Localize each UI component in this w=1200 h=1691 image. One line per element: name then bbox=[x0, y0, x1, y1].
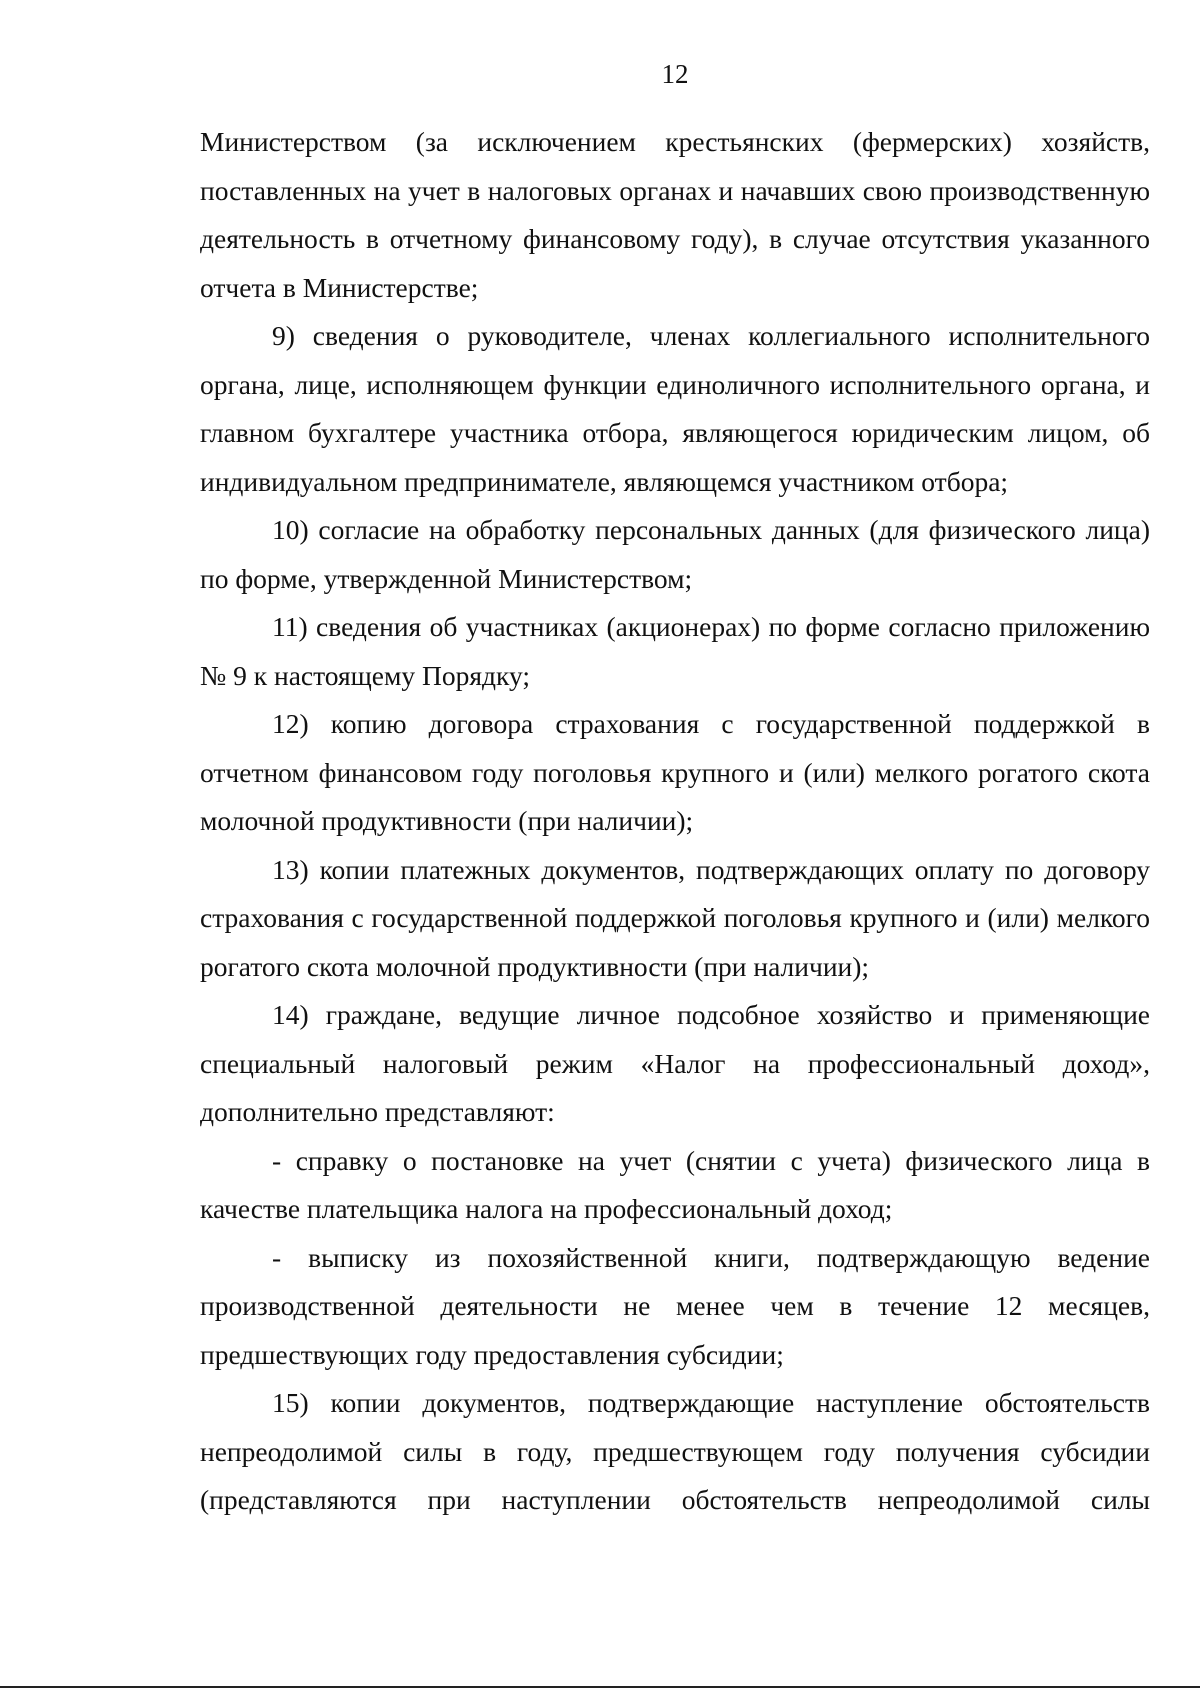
paragraph-item-12: 12) копию договора страхования с государственной поддержкой в отчетном финансовом году поголовья крупного и (или) мелкого рогатого скота молочной продуктивности (при наличии); bbox=[200, 708, 1150, 836]
paragraph-bullet-extract: - выписку из похозяйственной книги, подтверждающую ведение производственной деятельности не менее чем в течение 12 месяцев, предшествующих году предоставления субсидии; bbox=[200, 1241, 1150, 1370]
document-body bbox=[200, 118, 1150, 1525]
paragraph-item-10: 10) согласие на обработку персональных данных (для физического лица) по форме, утвержденной Министерством; bbox=[200, 514, 1150, 594]
paragraph-item-11: 11) сведения об участниках (акционерах) по форме согласно приложению № 9 к настоящему Порядку; bbox=[200, 611, 1150, 691]
paragraph-bullet-certificate: - справку о постановке на учет (снятии с учета) физического лица в качестве плательщика налога на профессиональный доход; bbox=[200, 1144, 1150, 1224]
page-number: 12 bbox=[661, 59, 689, 89]
paragraph-item-14: 14) граждане, ведущие личное подсобное хозяйство и применяющие специальный налоговый режим «Налог на профессиональный доход», дополнительно представляют: bbox=[200, 999, 1150, 1127]
bottom-rule bbox=[0, 1686, 1200, 1688]
paragraph-item-13: 13) копии платежных документов, подтверждающих оплату по договору страхования с государственной поддержкой поголовья крупного и (или) мелкого рогатого скота молочной продуктивности (при наличии); bbox=[200, 853, 1150, 982]
paragraph-item-9: 9) сведения о руководителе, членах коллегиального исполнительного органа, лице, исполняющем функции единоличного исполнительного органа, и главном бухгалтере участника отбора, являющегося юридическим лицом, об индивидуальном предпринимателе, являющемся участником отбора; bbox=[200, 320, 1150, 497]
paragraph-continuation: Министерством (за исключением крестьянских (фермерских) хозяйств, поставленных на учет в налоговых органах и начавших свою производственную деятельность в отчетному финансовому году), в случае отсутствия указанного отчета в Министерстве; bbox=[200, 126, 1150, 303]
paragraph-item-15: 15) копии документов, подтверждающие наступление обстоятельств непреодолимой силы в году, предшествующем году получения субсидии (представляются при наступлении обстоятельств непреодолимой силы bbox=[200, 1387, 1150, 1515]
